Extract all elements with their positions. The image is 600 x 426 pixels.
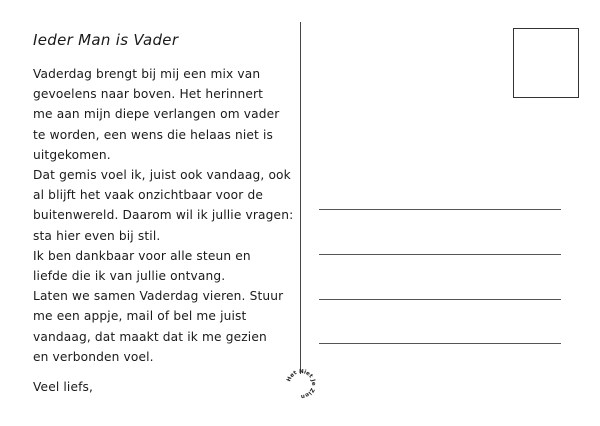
message-line: me een appje, mail of bel me juist xyxy=(33,309,247,324)
address-line xyxy=(319,254,561,255)
address-line xyxy=(319,209,561,210)
message-line: vandaag, dat maakt dat ik me gezien xyxy=(33,329,267,344)
message-line: liefde die ik van jullie ontvang. xyxy=(33,269,226,284)
stamp-box xyxy=(513,28,579,98)
logo-text: Het Niet Je Zien xyxy=(286,368,317,400)
message-line: me aan mijn diepe verlangen om vader xyxy=(33,107,280,122)
message-body xyxy=(33,64,295,367)
message-line: al blijft het vaak onzichtbaar voor de xyxy=(33,188,263,203)
message-line: buitenwereld. Daarom wil ik jullie vragen: xyxy=(33,208,294,223)
address-line xyxy=(319,299,561,300)
svg-text:Het Niet Je Zien xyxy=(286,369,316,399)
circular-logo xyxy=(283,366,319,402)
address-line xyxy=(319,343,561,344)
message-line: te worden, een wens die helaas niet is xyxy=(33,127,274,142)
message-line: Ik ben dankbaar voor alle steun en xyxy=(33,248,251,263)
message-line: Dat gemis voel ik, juist ook vandaag, ook xyxy=(33,168,291,183)
message-line: en verbonden voel. xyxy=(33,349,154,364)
postcard-title: Ieder Man is Vader xyxy=(33,31,179,49)
center-divider xyxy=(300,22,301,374)
message-line: uitgekomen. xyxy=(33,147,111,162)
message-line: sta hier even bij stil. xyxy=(33,228,161,243)
closing-text: Veel liefs, xyxy=(33,380,94,394)
message-line: Laten we samen Vaderdag vieren. Stuur xyxy=(33,289,284,304)
message-line: Vaderdag brengt bij mij een mix van xyxy=(33,67,261,81)
message-line: gevoelens naar boven. Het herinnert xyxy=(33,87,264,102)
